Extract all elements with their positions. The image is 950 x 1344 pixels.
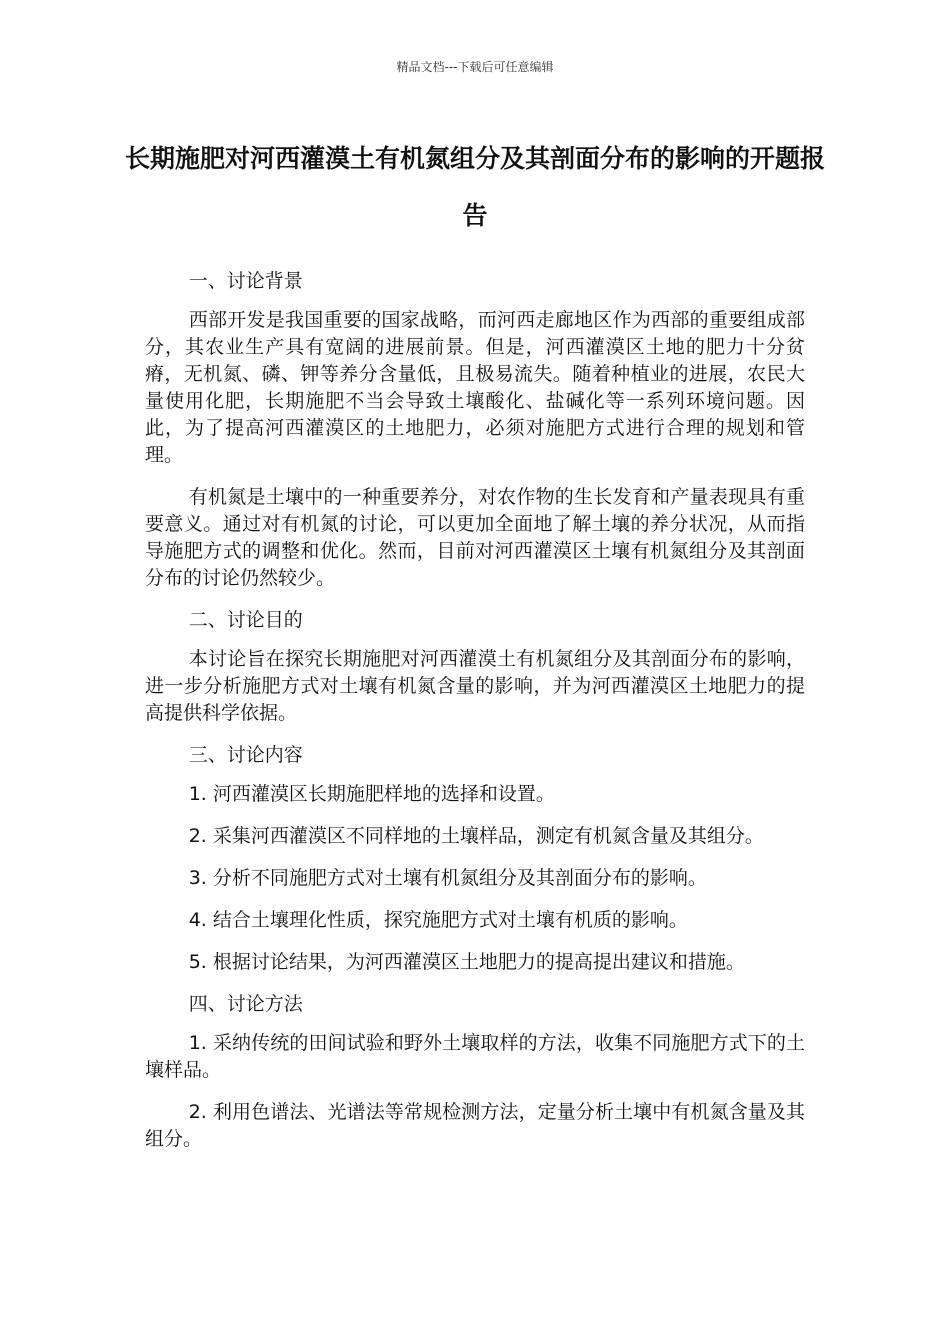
content-item-3: 3. 分析不同施肥方式对土壤有机氮组分及其剖面分布的影响。: [188, 867, 707, 889]
section-heading-purpose: 二、讨论目的: [188, 609, 303, 631]
content-item-5: 5. 根据讨论结果，为河西灌漠区土地肥力的提高提出建议和措施。: [188, 951, 745, 973]
header-note: 精品文档---下载后可任意编辑: [396, 60, 554, 74]
section-heading-methods: 四、讨论方法: [188, 993, 303, 1015]
document-title: 长期施肥对河西灌漠土有机氮组分及其剖面分布的影响的开题报告: [124, 144, 825, 230]
section-heading-content: 三、讨论内容: [188, 744, 303, 766]
section-heading-background: 一、讨论背景: [188, 270, 303, 292]
background-paragraph-1: 西部开发是我国重要的国家战略，而河西走廊地区作为西部的重要组成部分，其农业生产具有宽阔的进展前景。但是，河西灌漠区土地的肥力十分贫瘠，无机氮、磷、钾等养分含量低，且极易流失。随着种植业的进展，农民大量使用化肥，长期施肥不当会导致土壤酸化、盐碱化等一系列环境问题。因此，为了提高河西灌漠区的土地肥力，必须对施肥方式进行合理的规划和管理。: [145, 309, 805, 466]
methods-item-1: 1. 采纳传统的田间试验和野外土壤取样的方法，收集不同施肥方式下的土壤样品。: [145, 1032, 805, 1081]
methods-item-2: 2. 利用色谱法、光谱法等常规检测方法，定量分析土壤中有机氮含量及其组分。: [145, 1101, 805, 1150]
content-item-1: 1. 河西灌漠区长期施肥样地的选择和设置。: [188, 783, 555, 805]
content-item-4: 4. 结合土壤理化性质，探究施肥方式对土壤有机质的影响。: [188, 909, 688, 931]
document-body: [145, 268, 805, 1168]
background-paragraph-2: 有机氮是土壤中的一种重要养分，对农作物的生长发育和产量表现具有重要意义。通过对有机氮的讨论，可以更加全面地了解土壤的养分状况，从而指导施肥方式的调整和优化。然而，目前对河西灌漠区土壤有机氮组分及其剖面分布的讨论仍然较少。: [145, 486, 805, 589]
content-item-2: 2. 采集河西灌漠区不同样地的土壤样品，测定有机氮含量及其组分。: [188, 825, 764, 847]
purpose-paragraph-1: 本讨论旨在探究长期施肥对河西灌漠土有机氮组分及其剖面分布的影响，进一步分析施肥方式对土壤有机氮含量的影响，并为河西灌漠区土地肥力的提高提供科学依据。: [145, 648, 805, 724]
